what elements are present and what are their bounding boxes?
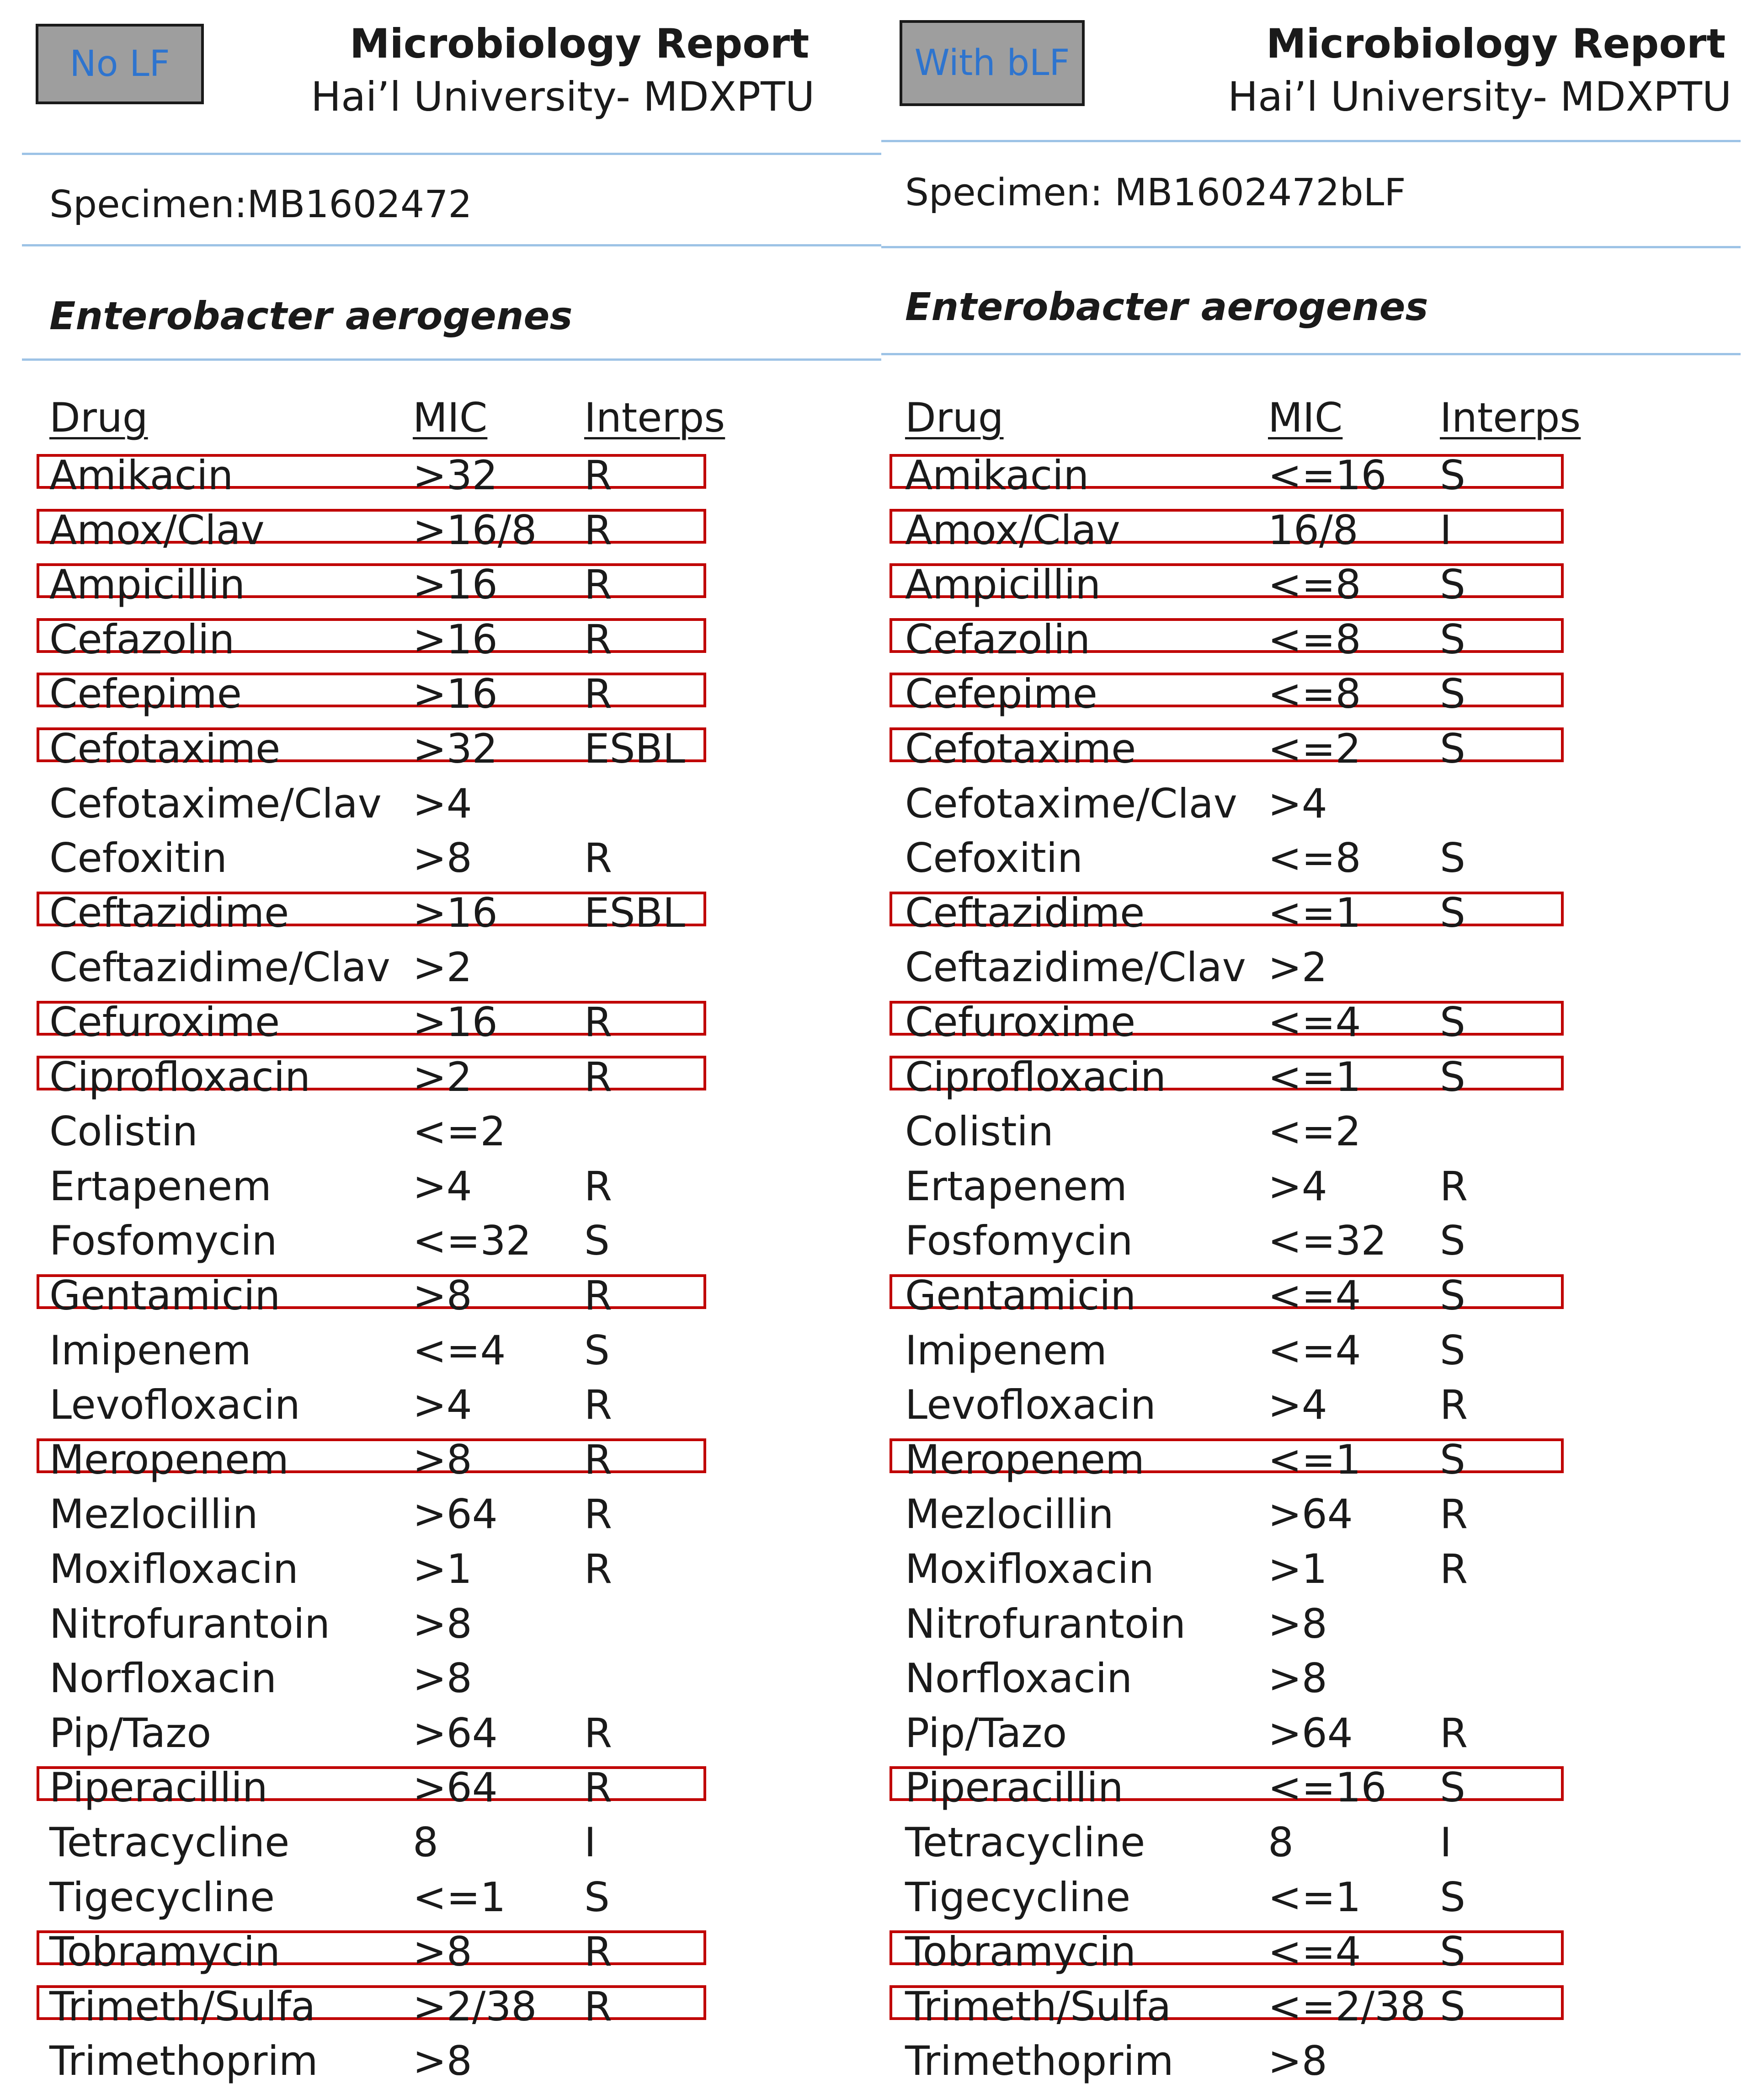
mic-value: >16: [413, 670, 498, 718]
interp-value: R: [584, 1545, 613, 1592]
mic-value: >16: [413, 615, 498, 663]
interp-value: S: [1440, 561, 1465, 609]
mic-value: >8: [413, 1600, 472, 1647]
mic-value: <=4: [1268, 1326, 1361, 1374]
divider-line: [881, 140, 1741, 142]
interp-value: R: [584, 561, 613, 609]
mic-value: >8: [1268, 1600, 1327, 1647]
mic-value: >1: [413, 1545, 472, 1592]
interp-value: ESBL: [584, 725, 685, 772]
table-row: [881, 1435, 1763, 1490]
interp-value: S: [1440, 1217, 1465, 1265]
mic-value: <=16: [1268, 1764, 1387, 1811]
drug-name: Pip/Tazo: [905, 1709, 1067, 1757]
mic-value: >4: [413, 1162, 472, 1210]
interp-value: R: [1440, 1162, 1468, 1210]
interp-value: S: [1440, 1272, 1465, 1319]
mic-value: >16: [413, 999, 498, 1046]
interp-value: S: [1440, 1053, 1465, 1101]
mic-value: >8: [413, 1436, 472, 1483]
drug-name: Piperacillin: [905, 1764, 1124, 1811]
drug-name: Gentamicin: [49, 1272, 281, 1319]
report-panel-no-lf: [0, 0, 881, 2100]
table-row: [881, 450, 1763, 505]
divider-line: [881, 246, 1741, 248]
interp-value: ESBL: [584, 889, 685, 936]
mic-value: >4: [413, 1381, 472, 1429]
table-row: [0, 833, 881, 888]
interp-value: R: [1440, 1709, 1468, 1757]
interp-value: R: [584, 615, 613, 663]
drug-name: Gentamicin: [905, 1272, 1136, 1319]
interp-value: I: [1440, 1819, 1452, 1866]
drug-name: Ceftazidime: [905, 889, 1145, 936]
interp-value: I: [1440, 506, 1452, 554]
report-title: Microbiology Report: [1266, 20, 1726, 67]
table-row: [881, 615, 1763, 669]
drug-name: Ceftazidime/Clav: [49, 944, 390, 991]
interp-value: S: [584, 1326, 610, 1374]
drug-name: Meropenem: [905, 1436, 1145, 1483]
mic-value: <=2/38: [1268, 1982, 1426, 2030]
interp-value: R: [584, 1709, 613, 1757]
table-row: [0, 1927, 881, 1982]
table-row: [0, 1599, 881, 1654]
table-row: [0, 450, 881, 505]
mic-value: >8: [413, 1272, 472, 1319]
mic-value: <=4: [1268, 1928, 1361, 1976]
drug-name: Pip/Tazo: [49, 1709, 212, 1757]
drug-name: Cefotaxime: [905, 725, 1136, 772]
table-row: [0, 1872, 881, 1927]
mic-value: <=4: [413, 1326, 506, 1374]
mic-value: >8: [1268, 1655, 1327, 1702]
interp-value: R: [584, 1162, 613, 1210]
mic-value: <=1: [1268, 1436, 1361, 1483]
interp-value: S: [1440, 670, 1465, 718]
table-row: [0, 1982, 881, 2036]
table-row: [0, 1489, 881, 1544]
mic-value: >4: [1268, 780, 1327, 827]
mic-value: <=1: [413, 1873, 506, 1921]
table-row: [0, 1817, 881, 1872]
interp-value: S: [1440, 889, 1465, 936]
mic-value: >64: [413, 1491, 498, 1538]
table-row: [0, 1544, 881, 1599]
table-row: [881, 1708, 1763, 1763]
interp-value: S: [1440, 452, 1465, 499]
interp-value: R: [584, 1381, 613, 1429]
mic-value: >8: [413, 1655, 472, 1702]
mic-value: <=32: [1268, 1217, 1387, 1265]
table-row: [0, 505, 881, 560]
condition-tag: No LF: [36, 24, 204, 104]
specimen-label: Specimen:MB1602472: [49, 183, 472, 226]
interp-value: R: [584, 452, 613, 499]
mic-value: <=8: [1268, 670, 1361, 718]
mic-value: >16: [413, 561, 498, 609]
drug-name: Cefepime: [49, 670, 242, 718]
drug-name: Norfloxacin: [905, 1655, 1133, 1702]
report-title: Microbiology Report: [350, 20, 810, 67]
drug-name: Ertapenem: [905, 1162, 1127, 1210]
mic-value: >2: [413, 1053, 472, 1101]
mic-value: >8: [413, 2037, 472, 2085]
organism-name: Enterobacter aerogenes: [905, 284, 1428, 329]
mic-value: >8: [1268, 2037, 1327, 2085]
drug-name: Tetracycline: [905, 1819, 1145, 1866]
drug-name: Ciprofloxacin: [49, 1053, 311, 1101]
interp-value: S: [1440, 999, 1465, 1046]
column-header-mic: MIC: [413, 394, 488, 441]
interp-value: S: [1440, 1326, 1465, 1374]
interp-value: R: [584, 834, 613, 882]
organism-name: Enterobacter aerogenes: [49, 294, 573, 338]
table-row: [881, 1599, 1763, 1654]
drug-name: Ertapenem: [49, 1162, 272, 1210]
interp-value: S: [1440, 1928, 1465, 1976]
interp-value: S: [584, 1873, 610, 1921]
mic-value: <=4: [1268, 1272, 1361, 1319]
table-row: [881, 942, 1763, 997]
mic-value: >64: [413, 1709, 498, 1757]
drug-name: Nitrofurantoin: [49, 1600, 330, 1647]
table-row: [0, 942, 881, 997]
interp-value: R: [1440, 1545, 1468, 1592]
drug-name: Tobramycin: [905, 1928, 1136, 1976]
mic-value: >4: [1268, 1162, 1327, 1210]
drug-name: Moxifloxacin: [905, 1545, 1154, 1592]
mic-value: >32: [413, 725, 498, 772]
divider-line: [22, 244, 881, 246]
table-row: [0, 1380, 881, 1435]
drug-name: Colistin: [49, 1108, 198, 1155]
drug-name: Imipenem: [49, 1326, 251, 1374]
drug-name: Meropenem: [49, 1436, 289, 1483]
table-row: [0, 560, 881, 615]
interp-value: S: [584, 1217, 610, 1265]
table-row: [0, 1708, 881, 1763]
table-row: [881, 1982, 1763, 2036]
drug-name: Imipenem: [905, 1326, 1107, 1374]
mic-value: <=1: [1268, 1873, 1361, 1921]
drug-name: Ampicillin: [905, 561, 1101, 609]
drug-name: Fosfomycin: [905, 1217, 1133, 1265]
drug-name: Ceftazidime: [49, 889, 289, 936]
drug-name: Cefuroxime: [49, 999, 280, 1046]
table-row: [881, 669, 1763, 724]
mic-value: 16/8: [1268, 506, 1358, 554]
drug-name: Cefazolin: [49, 615, 235, 663]
mic-value: 8: [413, 1819, 438, 1866]
drug-name: Nitrofurantoin: [905, 1600, 1186, 1647]
interp-value: R: [1440, 1381, 1468, 1429]
mic-value: <=1: [1268, 1053, 1361, 1101]
interp-value: R: [584, 999, 613, 1046]
report-panel-with-blf: [881, 0, 1763, 2100]
drug-name: Cefazolin: [905, 615, 1091, 663]
mic-value: >64: [1268, 1491, 1353, 1538]
mic-value: >8: [413, 1928, 472, 1976]
table-row: [881, 1271, 1763, 1325]
drug-name: Trimethoprim: [905, 2037, 1174, 2085]
interp-value: S: [1440, 725, 1465, 772]
report-subtitle: Hai’l University- MDXPTU: [1228, 73, 1732, 120]
drug-name: Ceftazidime/Clav: [905, 944, 1246, 991]
table-row: [881, 1872, 1763, 1927]
interp-value: R: [584, 1272, 613, 1319]
drug-name: Tigecycline: [49, 1873, 275, 1921]
drug-name: Amikacin: [905, 452, 1089, 499]
table-row: [881, 1106, 1763, 1161]
mic-value: <=1: [1268, 889, 1361, 936]
divider-line: [22, 358, 881, 361]
table-row: [881, 1052, 1763, 1107]
mic-value: <=8: [1268, 615, 1361, 663]
interp-value: S: [1440, 1436, 1465, 1483]
interp-value: R: [584, 1764, 613, 1811]
table-row: [0, 779, 881, 834]
interp-value: R: [584, 506, 613, 554]
divider-line: [881, 353, 1741, 355]
mic-value: >64: [413, 1764, 498, 1811]
report-subtitle: Hai’l University- MDXPTU: [311, 73, 815, 120]
drug-name: Tetracycline: [49, 1819, 290, 1866]
interp-value: R: [584, 1053, 613, 1101]
mic-value: <=8: [1268, 561, 1361, 609]
table-row: [0, 1763, 881, 1817]
table-row: [881, 1325, 1763, 1380]
table-row: [0, 888, 881, 943]
table-row: [881, 888, 1763, 943]
drug-name: Piperacillin: [49, 1764, 268, 1811]
drug-name: Levofloxacin: [905, 1381, 1156, 1429]
interp-value: S: [1440, 1873, 1465, 1921]
mic-value: <=2: [413, 1108, 506, 1155]
drug-name: Fosfomycin: [49, 1217, 277, 1265]
table-row: [0, 1052, 881, 1107]
table-row: [0, 615, 881, 669]
table-row: [881, 1653, 1763, 1708]
drug-name: Mezlocillin: [49, 1491, 258, 1538]
drug-name: Cefuroxime: [905, 999, 1136, 1046]
divider-line: [22, 153, 881, 155]
mic-value: <=16: [1268, 452, 1387, 499]
table-row: [0, 1325, 881, 1380]
table-row: [881, 1544, 1763, 1599]
mic-value: >2: [413, 944, 472, 991]
table-row: [0, 1435, 881, 1490]
table-row: [881, 2036, 1763, 2091]
mic-value: >32: [413, 452, 498, 499]
table-row: [881, 1763, 1763, 1817]
mic-value: >4: [1268, 1381, 1327, 1429]
mic-value: <=8: [1268, 834, 1361, 882]
interp-value: R: [584, 670, 613, 718]
drug-name: Levofloxacin: [49, 1381, 300, 1429]
mic-value: <=2: [1268, 1108, 1361, 1155]
drug-name: Norfloxacin: [49, 1655, 277, 1702]
table-row: [881, 505, 1763, 560]
table-row: [881, 1927, 1763, 1982]
drug-name: Cefoxitin: [905, 834, 1083, 882]
drug-name: Amox/Clav: [49, 506, 265, 554]
mic-value: >4: [413, 780, 472, 827]
drug-name: Colistin: [905, 1108, 1054, 1155]
table-row: [0, 1216, 881, 1271]
table-row: [0, 669, 881, 724]
interp-value: I: [584, 1819, 596, 1866]
table-row: [0, 1271, 881, 1325]
interp-value: S: [1440, 1764, 1465, 1811]
table-row: [881, 1161, 1763, 1216]
mic-value: >16: [413, 889, 498, 936]
drug-name: Tobramycin: [49, 1928, 281, 1976]
interp-value: R: [584, 1928, 613, 1976]
mic-value: <=2: [1268, 725, 1361, 772]
interp-value: S: [1440, 615, 1465, 663]
drug-name: Cefepime: [905, 670, 1097, 718]
drug-name: Cefoxitin: [49, 834, 227, 882]
drug-name: Tigecycline: [905, 1873, 1131, 1921]
mic-value: <=32: [413, 1217, 532, 1265]
drug-name: Amox/Clav: [905, 506, 1120, 554]
drug-name: Mezlocillin: [905, 1491, 1114, 1538]
drug-name: Cefotaxime: [49, 725, 281, 772]
drug-name: Trimeth/Sulfa: [905, 1982, 1172, 2030]
table-row: [0, 1106, 881, 1161]
table-row: [881, 1380, 1763, 1435]
mic-value: >2/38: [413, 1982, 537, 2030]
mic-value: >16/8: [413, 506, 537, 554]
drug-name: Cefotaxime/Clav: [905, 780, 1237, 827]
drug-name: Ciprofloxacin: [905, 1053, 1166, 1101]
interp-value: R: [584, 1491, 613, 1538]
interp-value: R: [584, 1436, 613, 1483]
condition-tag: With bLF: [900, 20, 1085, 106]
table-row: [881, 1817, 1763, 1872]
drug-name: Amikacin: [49, 452, 234, 499]
table-row: [881, 833, 1763, 888]
table-row: [881, 997, 1763, 1052]
column-header-drug: Drug: [49, 394, 148, 441]
table-row: [0, 1653, 881, 1708]
interp-value: R: [584, 1982, 613, 2030]
column-header-mic: MIC: [1268, 394, 1343, 441]
interp-value: R: [1440, 1491, 1468, 1538]
table-row: [881, 1216, 1763, 1271]
mic-value: >1: [1268, 1545, 1327, 1592]
mic-value: >8: [413, 834, 472, 882]
mic-value: <=4: [1268, 999, 1361, 1046]
interp-value: S: [1440, 834, 1465, 882]
table-row: [0, 724, 881, 779]
table-row: [0, 2036, 881, 2091]
column-header-interps: Interps: [1440, 394, 1581, 441]
table-row: [881, 779, 1763, 834]
table-row: [0, 1161, 881, 1216]
mic-value: 8: [1268, 1819, 1294, 1866]
column-header-interps: Interps: [584, 394, 725, 441]
drug-name: Ampicillin: [49, 561, 245, 609]
column-header-drug: Drug: [905, 394, 1004, 441]
table-row: [881, 724, 1763, 779]
table-row: [0, 997, 881, 1052]
interp-value: S: [1440, 1982, 1465, 2030]
drug-name: Moxifloxacin: [49, 1545, 298, 1592]
drug-name: Trimeth/Sulfa: [49, 1982, 316, 2030]
specimen-label: Specimen: MB1602472bLF: [905, 171, 1406, 214]
table-row: [881, 1489, 1763, 1544]
drug-name: Trimethoprim: [49, 2037, 318, 2085]
table-row: [881, 560, 1763, 615]
drug-name: Cefotaxime/Clav: [49, 780, 382, 827]
mic-value: >2: [1268, 944, 1327, 991]
mic-value: >64: [1268, 1709, 1353, 1757]
